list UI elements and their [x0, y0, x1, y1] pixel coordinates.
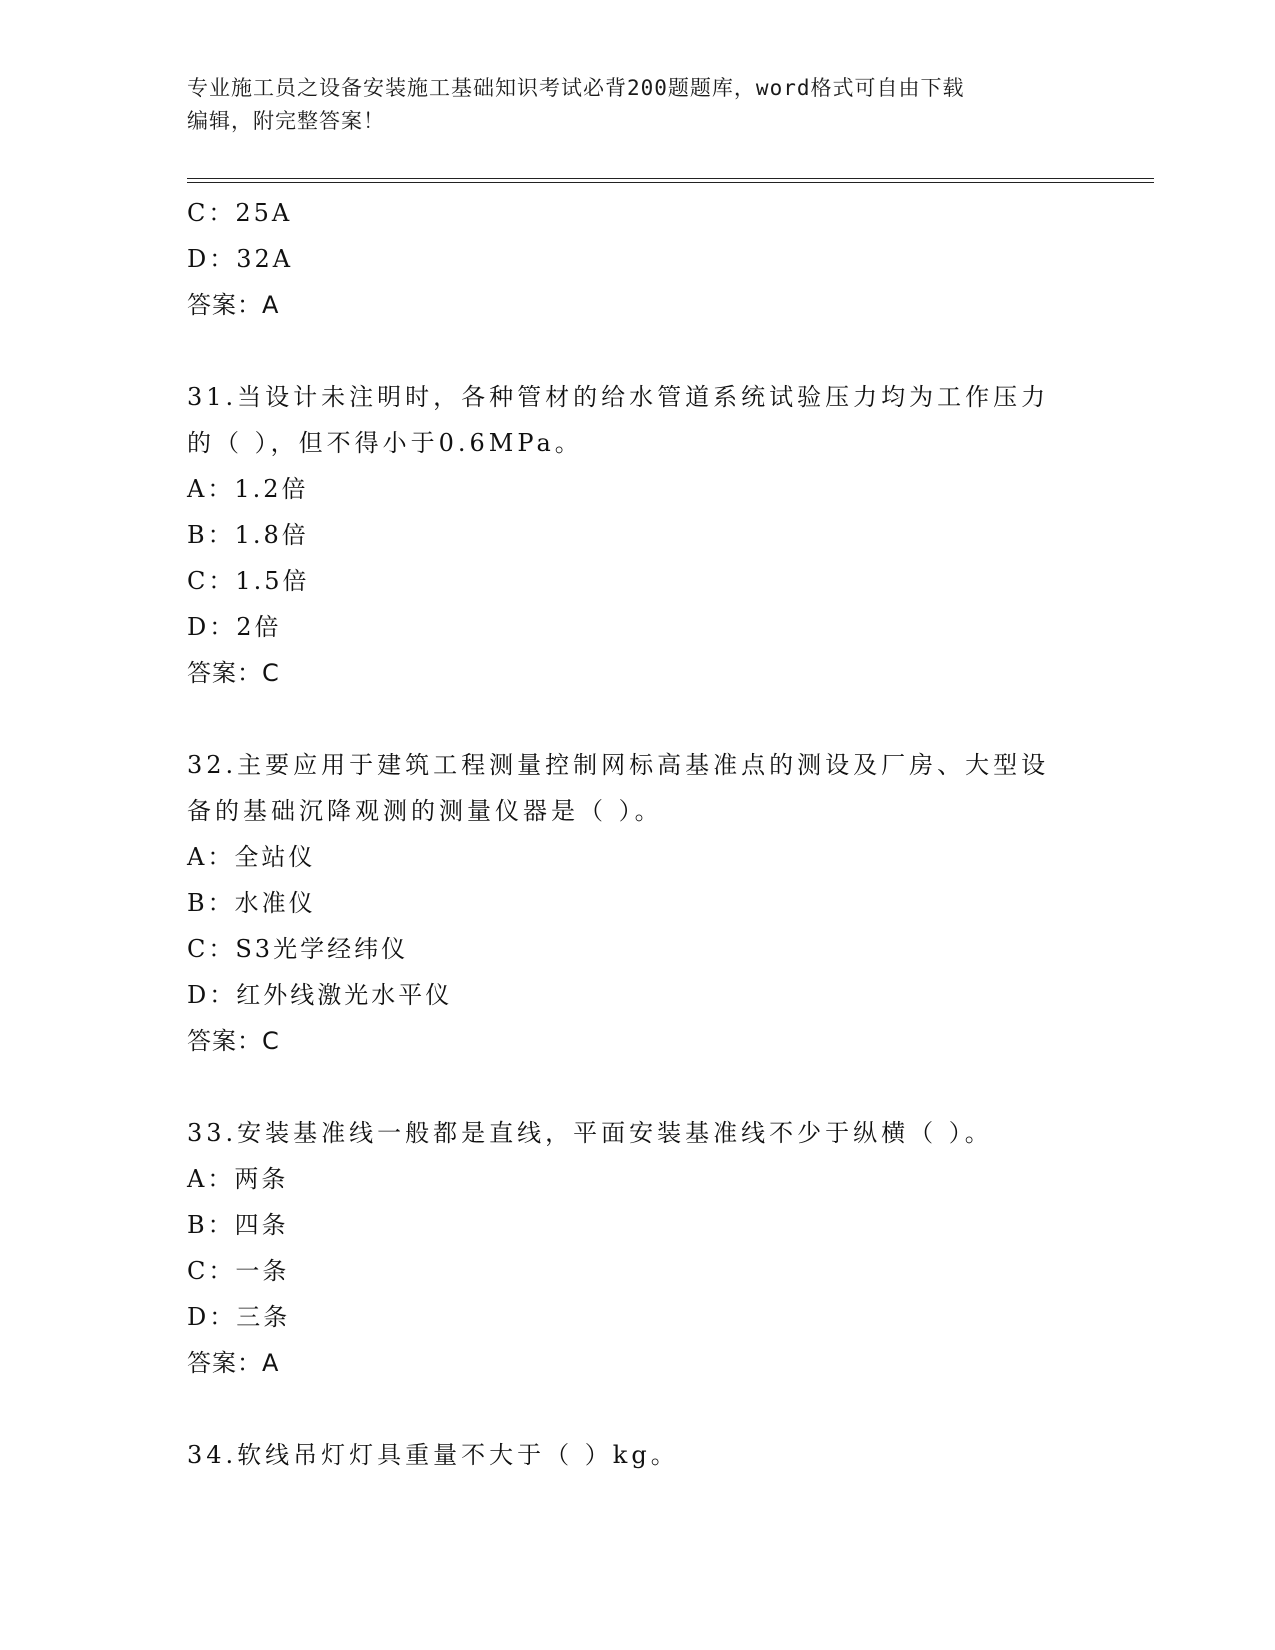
question-33	[187, 1110, 1087, 1386]
answer: 答案：A	[187, 291, 280, 319]
option-d: D：32A	[187, 245, 294, 273]
question-list	[187, 190, 1087, 1478]
spacer	[187, 696, 1087, 742]
question-31	[187, 374, 1087, 696]
spacer	[187, 1386, 1087, 1432]
answer: 答案：A	[187, 1349, 280, 1377]
option-d: D：三条	[187, 1303, 291, 1331]
page-header	[187, 72, 1087, 138]
question-30-tail	[187, 190, 1087, 328]
question-stem-continued: 备的基础沉降观测的测量仪器是（ ）。	[187, 797, 663, 825]
option-a: A：全站仪	[187, 843, 316, 871]
option-a: A：两条	[187, 1165, 289, 1193]
option-c: C：1.5倍	[187, 567, 310, 595]
option-c: C：S3光学经纬仪	[187, 935, 409, 963]
header-divider	[187, 178, 1154, 183]
question-stem: 34.软线吊灯灯具重量不大于（ ）kg。	[187, 1441, 679, 1469]
option-d: D：红外线激光水平仪	[187, 981, 453, 1009]
answer: 答案：C	[187, 1027, 280, 1055]
answer: 答案：C	[187, 659, 280, 687]
question-32	[187, 742, 1087, 1064]
question-stem: 32.主要应用于建筑工程测量控制网标高基准点的测设及厂房、大型设	[187, 751, 1050, 779]
header-title-line-2: 编辑，附完整答案！	[187, 109, 385, 133]
option-c: C：25A	[187, 199, 293, 227]
option-b: B：水准仪	[187, 889, 316, 917]
question-stem-continued: 的（ ），但不得小于0.6MPa。	[187, 429, 583, 457]
question-34	[187, 1432, 1087, 1478]
question-stem: 31.当设计未注明时，各种管材的给水管道系统试验压力均为工作压力	[187, 383, 1050, 411]
spacer	[187, 1064, 1087, 1110]
question-stem: 33.安装基准线一般都是直线，平面安装基准线不少于纵横（ ）。	[187, 1119, 993, 1147]
option-b: B：四条	[187, 1211, 289, 1239]
option-c: C：一条	[187, 1257, 290, 1285]
header-title-line-1: 专业施工员之设备安装施工基础知识考试必背200题题库，word格式可自由下载	[187, 76, 965, 100]
option-a: A：1.2倍	[187, 475, 309, 503]
spacer	[187, 328, 1087, 374]
option-d: D：2倍	[187, 613, 282, 641]
option-b: B：1.8倍	[187, 521, 309, 549]
